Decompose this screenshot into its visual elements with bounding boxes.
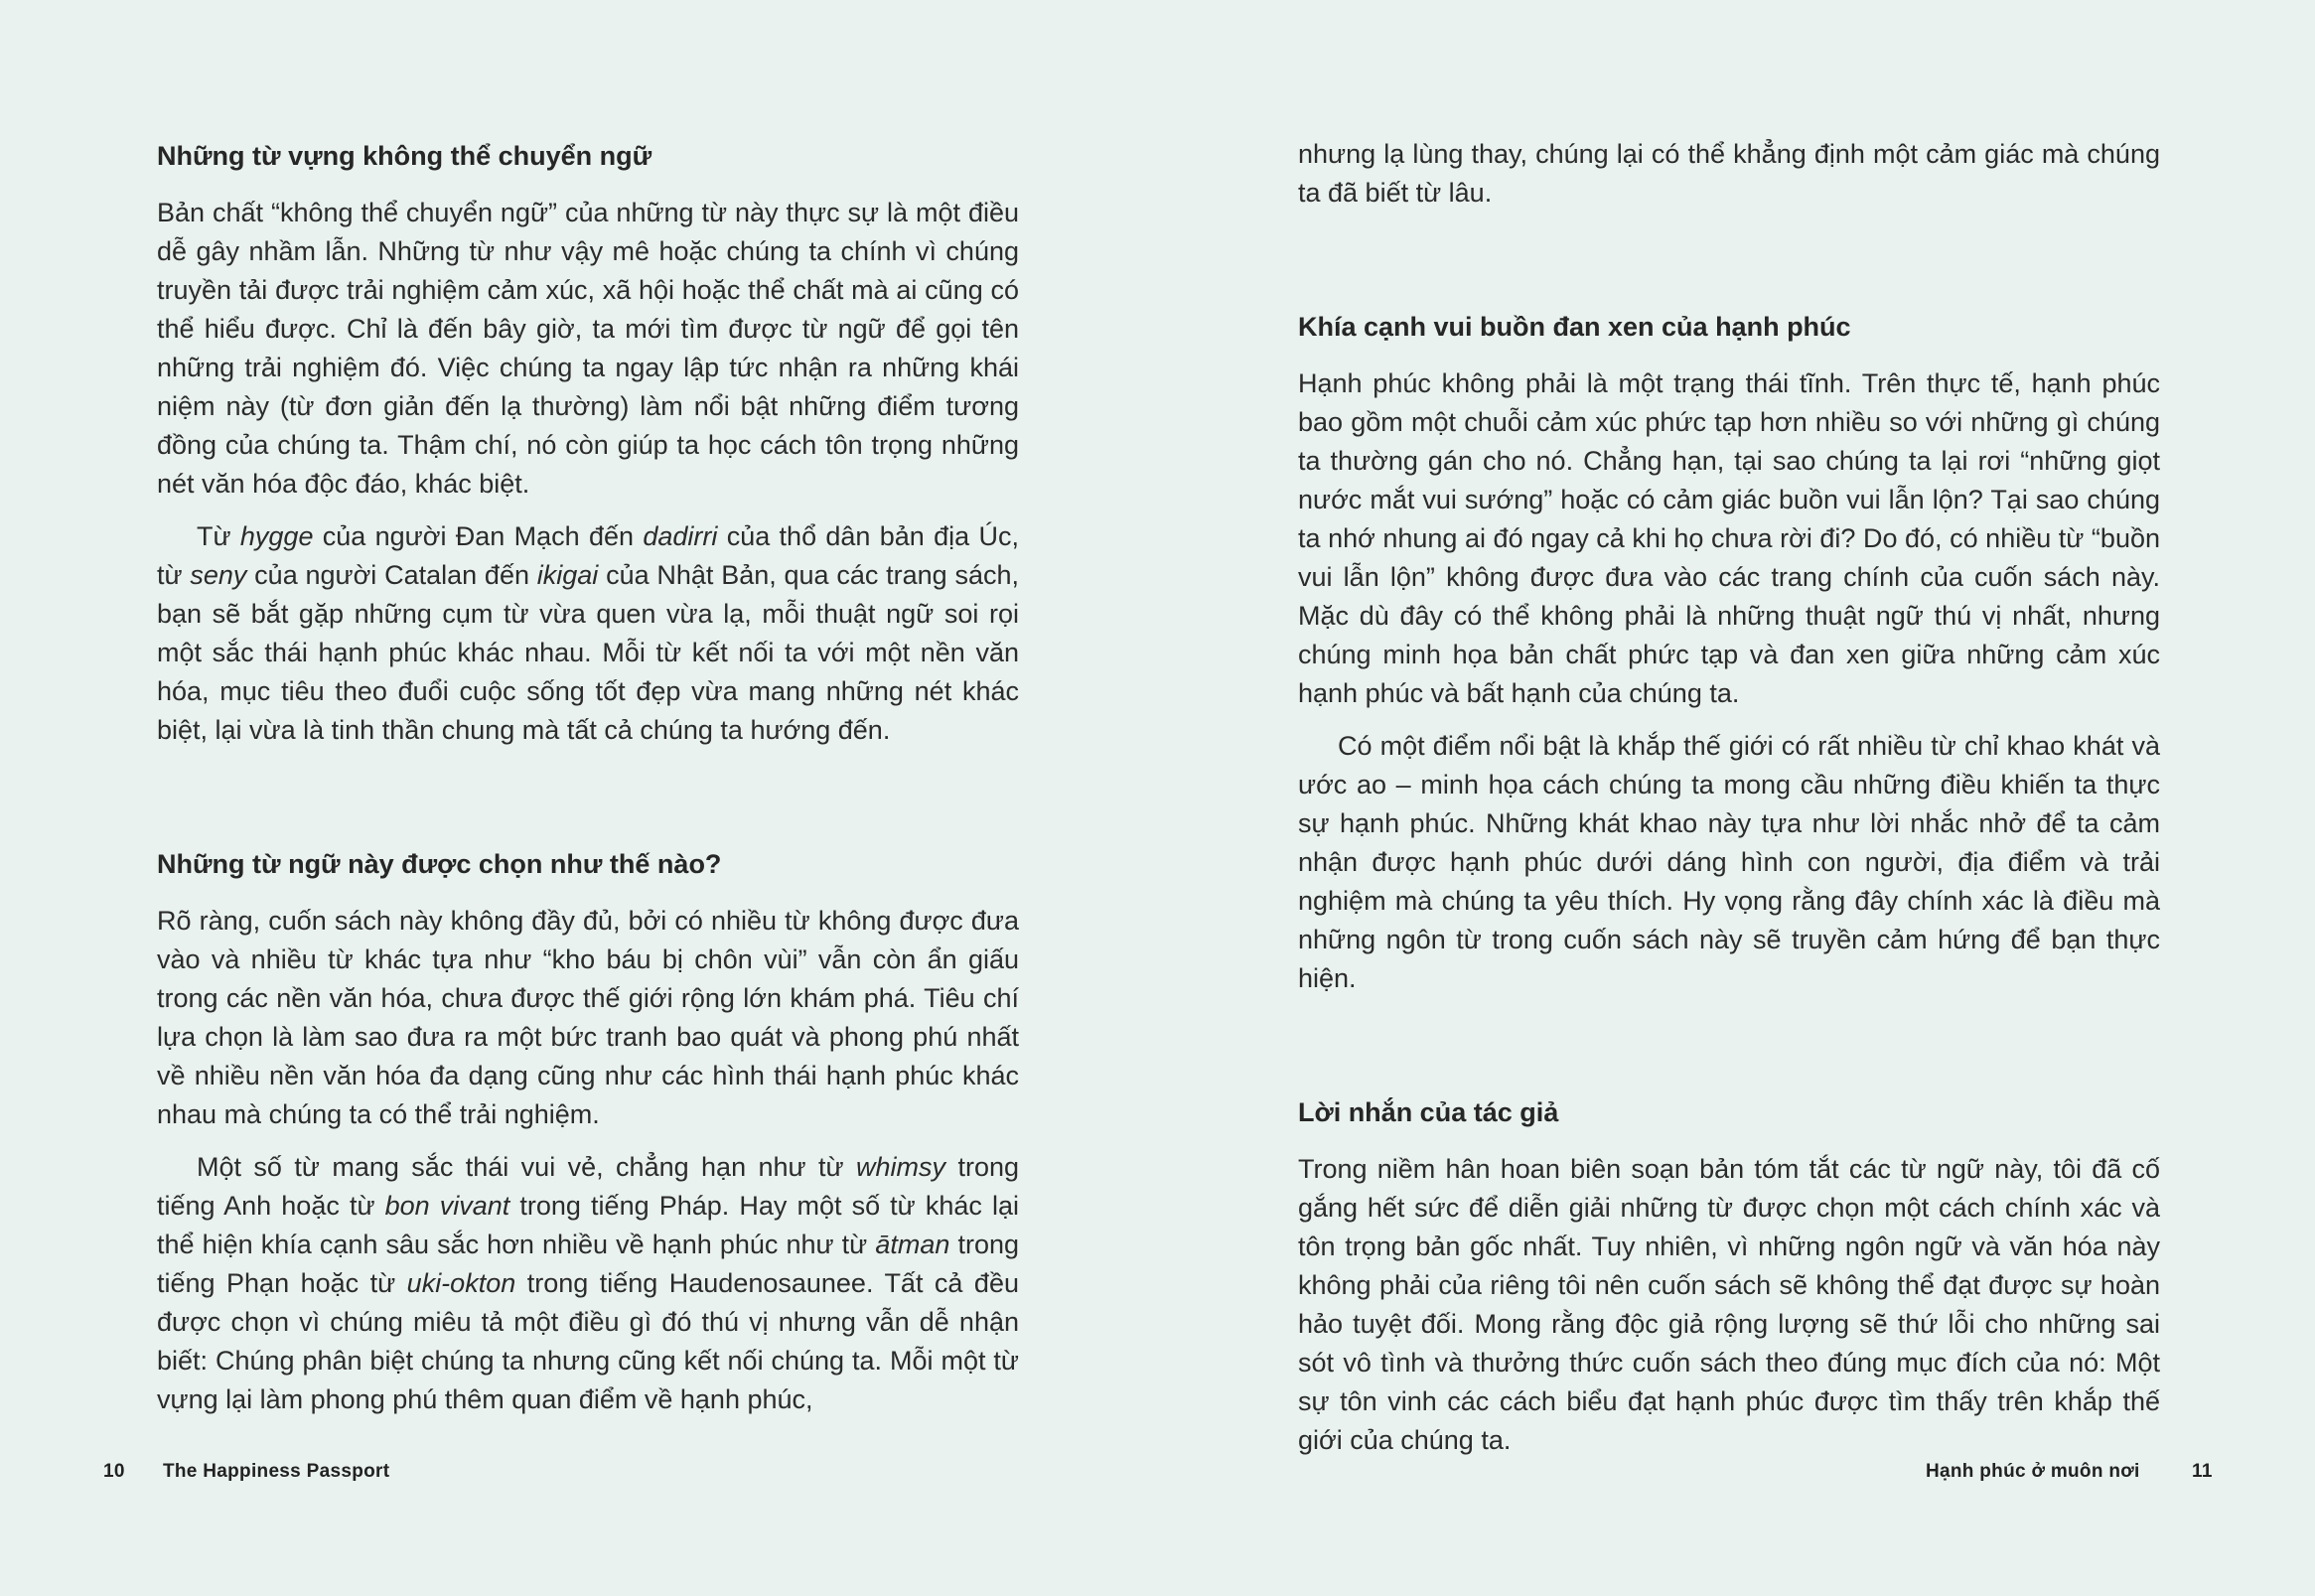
section-spacer [1298, 226, 2160, 308]
running-title-left: The Happiness Passport [163, 1461, 390, 1482]
paragraph-continued: nhưng lạ lùng thay, chúng lại có thể khẳng định một cảm giác mà chúng ta đã biết từ lâu. [1298, 139, 2160, 208]
foreign-word: whimsy [856, 1152, 946, 1182]
section-heading-author-note: Lời nhắn của tác giả [1298, 1097, 1559, 1127]
running-title-right: Hạnh phúc ở muôn nơi [1926, 1461, 2140, 1482]
foreign-word: uki-okton [406, 1268, 516, 1298]
section-heading-bittersweet: Khía cạnh vui buồn đan xen của hạnh phúc [1298, 312, 1851, 342]
foreign-word: dadirri [643, 521, 718, 551]
paragraph: Một số từ mang sắc thái vui vẻ, chẳng hạn như từ whimsy trong tiếng Anh hoặc từ bon vivant trong tiếng Pháp. Hay một số từ khác lại thể hiện khía cạnh sâu sắc hơn nhiều về hạnh phúc như từ ātman trong tiếng Phạn hoặc từ uki-okton trong tiếng Haudenosaunee. Tất cả đều được chọn vì chúng miêu tả một điều gì đó thú vị nhưng vẫn dễ nhận biết: Chúng phân biệt chúng ta nhưng cũng kết nối chúng ta. Mỗi một từ vựng lại làm phong phú thêm quan điểm về hạnh phúc, [157, 1152, 1020, 1414]
section-heading-selection: Những từ ngữ này được chọn như thế nào? [157, 849, 722, 879]
section-heading-untranslatable-words: Những từ vựng không thể chuyển ngữ [157, 141, 652, 171]
paragraph: Rõ ràng, cuốn sách này không đầy đủ, bởi có nhiều từ không được đưa vào và nhiều từ khác tựa như “kho báu bị chôn vùi” vẫn còn ẩn giấu trong các nền văn hóa, chưa được thế giới rộng lớn khám phá. Tiêu chí lựa chọn là làm sao đưa ra một bức tranh bao quát và phong phú nhất về nhiều nền văn hóa đa dạng cũng như các hình thái hạnh phúc khác nhau mà chúng ta có thể trải nghiệm. [157, 906, 1019, 1129]
section-spacer [1298, 1012, 2160, 1093]
foreign-word: hygge [239, 521, 314, 551]
left-text-column [157, 137, 1019, 1433]
foreign-word: ikigai [536, 560, 599, 590]
foreign-word: seny [190, 560, 247, 590]
paragraph: Trong niềm hân hoan biên soạn bản tóm tắt các từ ngữ này, tôi đã cố gắng hết sức để diễn giải những từ được chọn một cách chính xác và tôn trọng bản gốc nhất. Tuy nhiên, vì những ngôn ngữ và văn hóa này không phải của riêng tôi nên cuốn sách sẽ không thể đạt được sự hoàn hảo tuyệt đối. Mong rằng độc giả rộng lượng sẽ thứ lỗi cho những sai sót vô tình và thưởng thức cuốn sách theo đúng mục đích của nó: Một sự tôn vinh các cách biểu đạt hạnh phúc được tìm thấy trên khắp thế giới của chúng ta. [1298, 1154, 2160, 1455]
right-page [1158, 0, 2315, 1596]
paragraph: Hạnh phúc không phải là một trạng thái tĩnh. Trên thực tế, hạnh phúc bao gồm một chuỗi cảm xúc phức tạp hơn nhiều so với những gì chúng ta thường gán cho nó. Chẳng hạn, tại sao chúng ta lại rơi “những giọt nước mắt vui sướng” hoặc có cảm giác buồn vui lẫn lộn? Tại sao chúng ta nhớ nhung ai đó ngay cả khi họ chưa rời đi? Do đó, có nhiều từ “buồn vui lẫn lộn” không được đưa vào các trang chính của cuốn sách này. Mặc dù đây có thể không phải là những thuật ngữ thú vị nhất, nhưng chúng minh họa bản chất phức tạp và đan xen giữa những cảm xúc hạnh phúc và bất hạnh của chúng ta. [1298, 368, 2160, 708]
paragraph: Từ hygge của người Đan Mạch đến dadirri của thổ dân bản địa Úc, từ seny của người Catalan đến ikigai của Nhật Bản, qua các trang sách, bạn sẽ bắt gặp những cụm từ vừa quen vừa lạ, mỗi thuật ngữ soi rọi một sắc thái hạnh phúc khác nhau. Mỗi từ kết nối ta với một nền văn hóa, mục tiêu theo đuổi cuộc sống tốt đẹp vừa mang những nét khác biệt, lại vừa là tinh thần chung mà tất cả chúng ta hướng đến. [157, 521, 1019, 745]
paragraph: Có một điểm nổi bật là khắp thế giới có rất nhiều từ chỉ khao khát và ước ao – minh họa cách chúng ta mong cầu những điều khiến ta thực sự hạnh phúc. Những khát khao này tựa như lời nhắc nhở để ta cảm nhận được hạnh phúc dưới dáng hình con người, địa điểm và trải nghiệm mà chúng ta yêu thích. Hy vọng rằng đây chính xác là điều mà những ngôn từ trong cuốn sách này sẽ truyền cảm hứng để bạn thực hiện. [1298, 731, 2160, 993]
foreign-word: ātman [875, 1230, 950, 1259]
foreign-word: bon vivant [384, 1191, 510, 1221]
left-page [0, 0, 1157, 1596]
page-number-right: 11 [2192, 1461, 2213, 1482]
right-text-column [1298, 135, 2160, 1474]
page-number-left: 10 [103, 1461, 125, 1482]
paragraph: Bản chất “không thể chuyển ngữ” của những từ này thực sự là một điều dễ gây nhầm lẫn. Những từ như vậy mê hoặc chúng ta chính vì chúng truyền tải được trải nghiệm cảm xúc, xã hội hoặc thể chất mà ai cũng có thể hiểu được. Chỉ là đến bây giờ, ta mới tìm được từ ngữ để gọi tên những trải nghiệm đó. Việc chúng ta ngay lập tức nhận ra những khái niệm này (từ đơn giản đến lạ thường) làm nổi bật những điểm tương đồng của chúng ta. Thậm chí, nó còn giúp ta học cách tôn trọng những nét văn hóa độc đáo, khác biệt. [157, 198, 1019, 499]
section-spacer [157, 764, 1019, 845]
